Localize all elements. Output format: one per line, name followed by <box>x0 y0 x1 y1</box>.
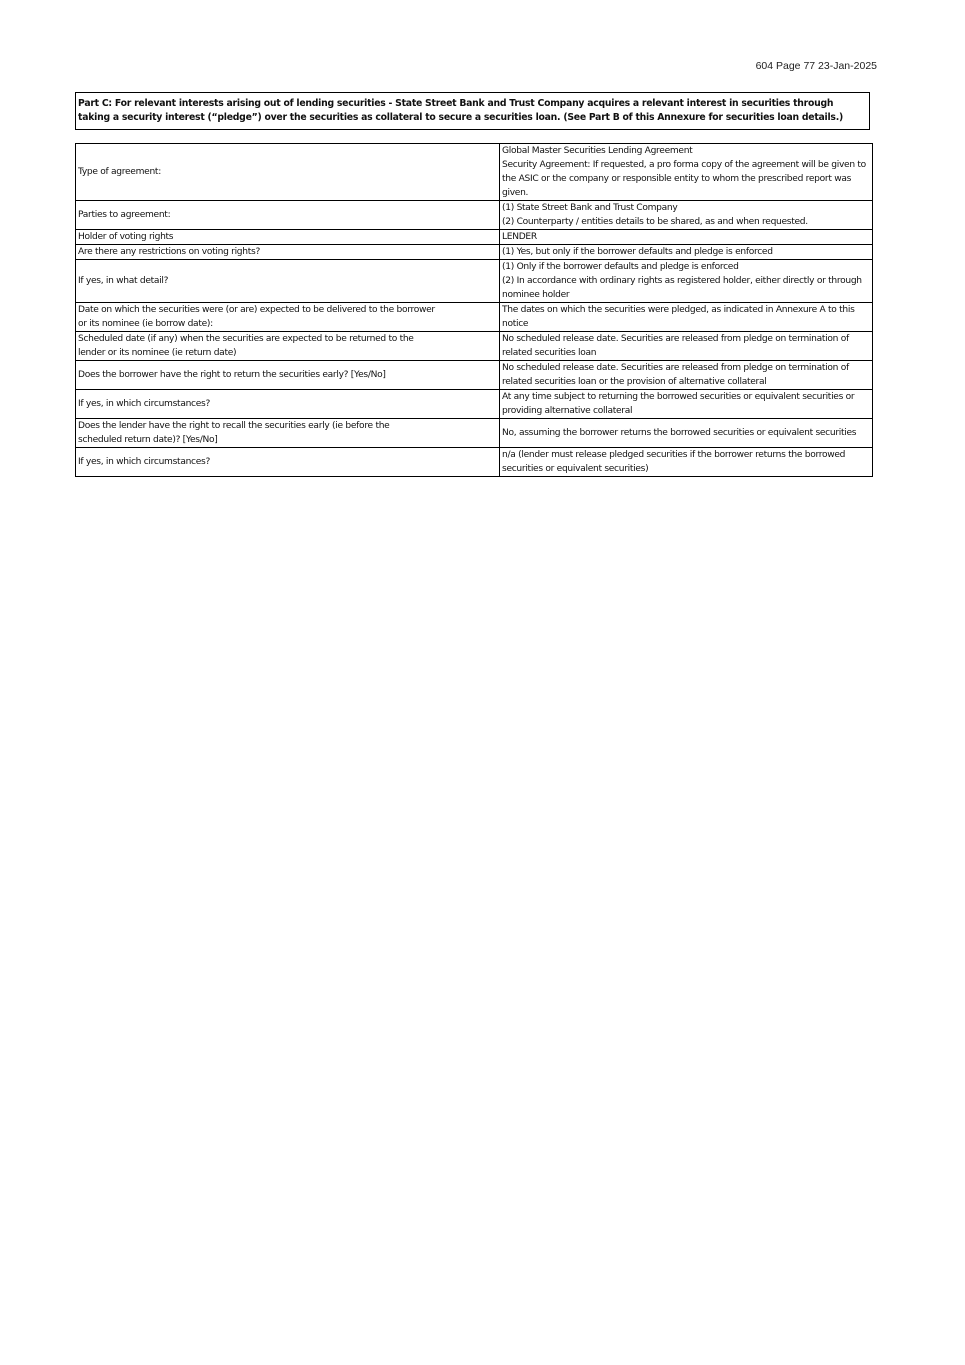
answer-text: Security Agreement: If requested, a pro forma copy of the agreement will be given to the ASIC or the company or responsible entity to whom the prescribed report was given. <box>502 160 866 198</box>
page-header-info: 604 Page 77 23-Jan-2025 <box>755 60 877 72</box>
question-cell <box>76 144 500 201</box>
answer-text: The dates on which the securities were pledged, as indicated in Annexure A to this notice <box>502 305 855 329</box>
answer-text: No scheduled release date. Securities are released from pledge on termination of related securities loan or the provision of alternative collateral <box>502 363 849 387</box>
part-c-heading: Part C: For relevant interests arising out of lending securities - State Street Bank and Trust Company acquires a relevant interest in securities through taking a security interest (“pledge”) over the securities as collateral to secure a securities loan. (See Part B of this Annexure for securities loan details.) <box>75 92 870 130</box>
question-cell <box>76 303 500 332</box>
answer-cell <box>500 332 873 361</box>
question-cell <box>76 245 500 260</box>
answer-text: (2) In accordance with ordinary rights as registered holder, either directly or through nominee holder <box>502 276 862 300</box>
question-text: Holder of voting rights <box>78 232 174 242</box>
question-text: or its nominee (ie borrow date): <box>78 319 213 329</box>
question-text: scheduled return date)? [Yes/No] <box>78 435 218 445</box>
question-cell <box>76 361 500 390</box>
answer-cell <box>500 303 873 332</box>
table-row <box>76 260 873 303</box>
answer-cell <box>500 230 873 245</box>
table-row <box>76 361 873 390</box>
question-text: lender or its nominee (ie return date) <box>78 348 237 358</box>
question-text: Parties to agreement: <box>78 210 171 220</box>
question-text: Does the borrower have the right to return the securities early? [Yes/No] <box>78 370 386 380</box>
question-cell <box>76 201 500 230</box>
table-row <box>76 230 873 245</box>
answer-cell <box>500 201 873 230</box>
answer-text: (1) Only if the borrower defaults and pledge is enforced <box>502 262 739 272</box>
answer-cell <box>500 390 873 419</box>
table-row <box>76 201 873 230</box>
answer-cell <box>500 144 873 201</box>
question-text: Scheduled date (if any) when the securities are expected to be returned to the <box>78 334 414 344</box>
agreement-details-table <box>75 143 873 477</box>
answer-text: At any time subject to returning the borrowed securities or equivalent securities or providing alternative collateral <box>502 392 855 416</box>
question-text: Date on which the securities were (or are) expected to be delivered to the borrower <box>78 305 435 315</box>
answer-text: No, assuming the borrower returns the borrowed securities or equivalent securities <box>502 428 857 438</box>
table-row <box>76 390 873 419</box>
question-cell <box>76 332 500 361</box>
answer-cell <box>500 245 873 260</box>
question-text: If yes, in which circumstances? <box>78 399 211 409</box>
answer-text: (1) State Street Bank and Trust Company <box>502 203 678 213</box>
table-row <box>76 144 873 201</box>
table-row <box>76 448 873 477</box>
table-row <box>76 332 873 361</box>
table-row <box>76 419 873 448</box>
answer-text: LENDER <box>502 232 537 242</box>
question-cell <box>76 260 500 303</box>
question-text: Are there any restrictions on voting rights? <box>78 247 260 257</box>
answer-text: (2) Counterparty / entities details to be shared, as and when requested. <box>502 217 808 227</box>
question-text: Does the lender have the right to recall the securities early (ie before the <box>78 421 390 431</box>
answer-text: Global Master Securities Lending Agreement <box>502 146 693 156</box>
answer-text: No scheduled release date. Securities are released from pledge on termination of related securities loan <box>502 334 849 358</box>
answer-cell <box>500 361 873 390</box>
question-cell <box>76 448 500 477</box>
answer-cell <box>500 419 873 448</box>
answer-cell <box>500 260 873 303</box>
table-row <box>76 245 873 260</box>
answer-text: n/a (lender must release pledged securities if the borrower returns the borrowed securities or equivalent securities) <box>502 450 846 474</box>
question-text: If yes, in what detail? <box>78 276 169 286</box>
table-row <box>76 303 873 332</box>
answer-text: (1) Yes, but only if the borrower defaults and pledge is enforced <box>502 247 773 257</box>
question-text: Type of agreement: <box>78 167 161 177</box>
question-cell <box>76 230 500 245</box>
question-cell <box>76 419 500 448</box>
answer-cell <box>500 448 873 477</box>
question-text: If yes, in which circumstances? <box>78 457 211 467</box>
question-cell <box>76 390 500 419</box>
